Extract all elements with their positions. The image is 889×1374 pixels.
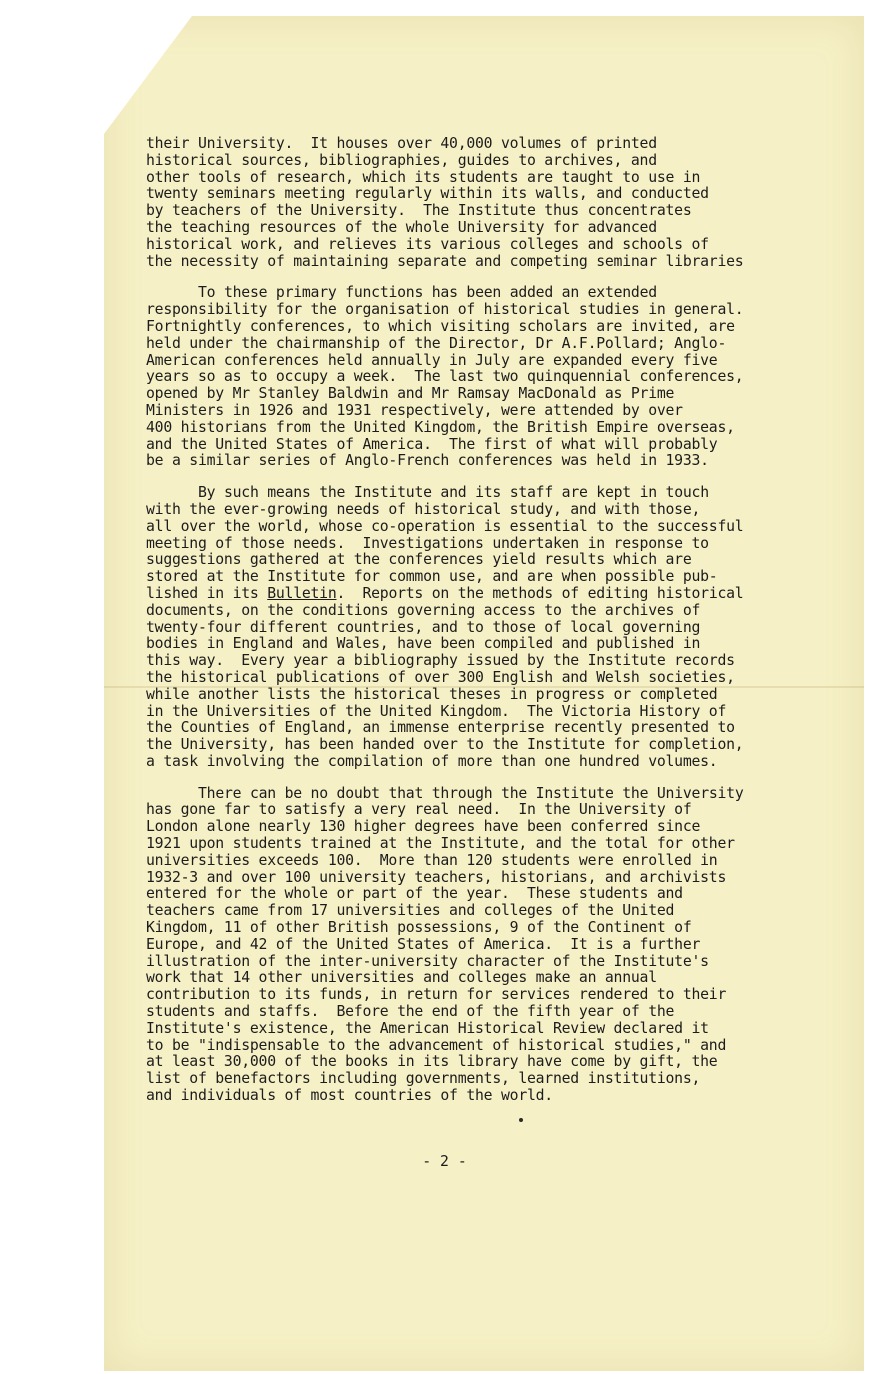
text-line: 1921 upon students trained at the Institute, and the total for other [146, 835, 735, 853]
text-line: Fortnightly conferences, to which visiting scholars are invited, are [146, 317, 735, 335]
text-line: the teaching resources of the whole University for advanced [146, 218, 657, 236]
text-fragment: . Reports on the methods of editing historical [336, 584, 744, 602]
text-line: American conferences held annually in July are expanded every five [146, 351, 718, 369]
text-line: opened by Mr Stanley Baldwin and Mr Ramsay MacDonald as Prime [146, 385, 675, 403]
text-line: 1932-3 and over 100 university teachers, historians, and archivists [146, 868, 727, 886]
ink-dot [519, 1118, 523, 1122]
text-line: teachers came from 17 universities and colleges of the United [146, 902, 675, 920]
text-line: Kingdom, 11 of other British possessions, 9 of the Continent of [146, 919, 692, 937]
text-line: Europe, and 42 of the United States of America. It is a further [146, 935, 701, 953]
text-line: meeting of those needs. Investigations undertaken in response to [146, 534, 709, 552]
text-line: historical work, and relieves its various colleges and schools of [146, 235, 709, 253]
paragraph-3 [146, 485, 846, 771]
bulletin-line [146, 586, 846, 603]
text-line: twenty seminars meeting regularly within its walls, and conducted [146, 185, 709, 203]
text-line: the University, has been handed over to the Institute for completion, [146, 736, 744, 754]
text-line: contribution to its funds, in return for services rendered to their [146, 986, 727, 1004]
text-line: To these primary functions has been added an extended [198, 284, 657, 302]
text-line: twenty-four different countries, and to those of local governing [146, 618, 701, 636]
text-fragment: lished in its [146, 584, 268, 602]
page-number: - 2 - [422, 1153, 467, 1170]
text-line: historical sources, bibliographies, guides to archives, and [146, 151, 657, 169]
bulletin-title: Bulletin [267, 584, 337, 602]
text-line: other tools of research, which its students are taught to use in [146, 168, 701, 186]
text-line: responsibility for the organisation of historical studies in general. [146, 301, 744, 319]
text-line: years so as to occupy a week. The last two quinquennial conferences, [146, 368, 744, 386]
text-line: work that 14 other universities and colleges make an annual [146, 969, 657, 987]
text-line: universities exceeds 100. More than 120 students were enrolled in [146, 851, 718, 869]
paragraph-4 [146, 786, 846, 1105]
text-line: be a similar series of Anglo-French conferences was held in 1933. [146, 452, 709, 470]
text-line: There can be no doubt that through the Institute the University [198, 784, 744, 802]
text-line: all over the world, whose co-operation is essential to the successful [146, 517, 744, 535]
paragraph-1 [146, 136, 846, 270]
text-line: their University. It houses over 40,000 volumes of printed [146, 135, 657, 152]
text-line: a task involving the compilation of more than one hundred volumes. [146, 752, 718, 770]
text-line: illustration of the inter-university character of the Institute's [146, 952, 709, 970]
text-line: 400 historians from the United Kingdom, the British Empire overseas, [146, 418, 735, 436]
text-line: stored at the Institute for common use, and are when possible pub- [146, 568, 718, 586]
text-line: the necessity of maintaining separate and competing seminar libraries [146, 252, 744, 270]
text-line: documents, on the conditions governing access to the archives of [146, 601, 701, 619]
text-line: list of benefactors including governments, learned institutions, [146, 1070, 701, 1088]
text-line: while another lists the historical theses in progress or completed [146, 685, 718, 703]
text-line: to be "indispensable to the advancement of historical studies," and [146, 1036, 727, 1054]
text-line: and the United States of America. The first of what will probably [146, 435, 718, 453]
text-line: the historical publications of over 300 English and Welsh societies, [146, 668, 735, 686]
text-line: Ministers in 1926 and 1931 respectively, were attended by over [146, 401, 683, 419]
text-line: bodies in England and Wales, have been compiled and published in [146, 635, 701, 653]
paragraph-2 [146, 285, 846, 470]
text-line: the Counties of England, an immense enterprise recently presented to [146, 719, 735, 737]
text-line: this way. Every year a bibliography issued by the Institute records [146, 652, 735, 670]
text-line: with the ever-growing needs of historical study, and with those, [146, 500, 701, 518]
text-line: held under the chairmanship of the Director, Dr A.F.Pollard; Anglo- [146, 334, 727, 352]
text-line: entered for the whole or part of the year. These students and [146, 885, 683, 903]
text-line: By such means the Institute and its staff are kept in touch [198, 484, 709, 502]
text-line: in the Universities of the United Kingdom. The Victoria History of [146, 702, 727, 720]
text-line: and individuals of most countries of the world. [146, 1087, 553, 1105]
text-line: students and staffs. Before the end of the fifth year of the [146, 1003, 675, 1021]
text-line: at least 30,000 of the books in its library have come by gift, the [146, 1053, 718, 1071]
text-line: Institute's existence, the American Historical Review declared it [146, 1019, 709, 1037]
text-line: suggestions gathered at the conferences yield results which are [146, 551, 692, 569]
text-line: by teachers of the University. The Institute thus concentrates [146, 202, 692, 220]
text-line: has gone far to satisfy a very real need. In the University of [146, 801, 692, 819]
typed-text-body [146, 136, 846, 1120]
text-line: London alone nearly 130 higher degrees have been conferred since [146, 818, 701, 836]
